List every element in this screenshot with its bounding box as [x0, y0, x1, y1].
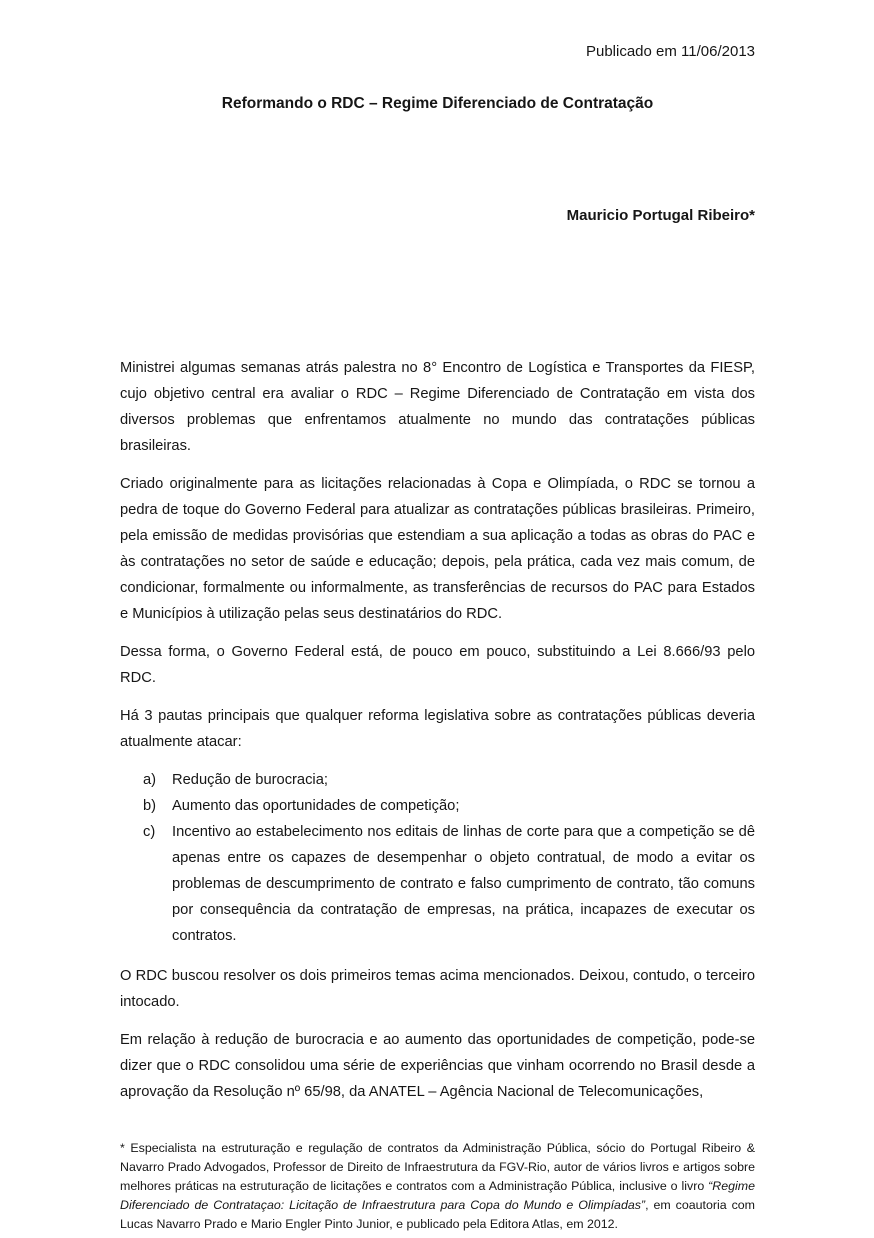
list-marker-b: b) [143, 798, 157, 814]
list-item [120, 819, 755, 949]
pautas-list [120, 767, 755, 949]
list-item [120, 767, 755, 793]
document-body [120, 355, 755, 1105]
list-marker-a: a) [143, 772, 157, 788]
document-title: Reformando o RDC – Regime Diferenciado de Contratação [221, 95, 654, 112]
footnote-text-end: , em coautoria com Lucas Navarro Prado e Mario Engler Pinto Junior, e publicado pela Editora Atlas, em 2012. [120, 1198, 755, 1231]
list-item-text-b: Aumento das oportunidades de competição; [172, 798, 460, 814]
paragraph-intro: Ministrei algumas semanas atrás palestra no 8° Encontro de Logística e Transportes da FIESP, cujo objetivo central era avaliar o RDC – Regime Diferenciado de Contratação em vista dos diversos problemas que enfrentamos atualmente no mundo das contratações públicas brasileiras. [120, 360, 755, 454]
paragraph-3-pautas: Há 3 pautas principais que qualquer reforma legislativa sobre as contratações públicas deveria atualmente atacar: [120, 708, 755, 750]
paragraph-lei-8666: Dessa forma, o Governo Federal está, de pouco em pouco, substituindo a Lei 8.666/93 pelo RDC. [120, 644, 755, 686]
footnote-book-title: “Regime Diferenciado de Contrataçao: Licitação de Infraestrutura para Copa do Mundo e Olimpíadas” [120, 1179, 755, 1212]
paragraph-origin-rdc: Criado originalmente para as licitações relacionadas à Copa e Olimpíada, o RDC se tornou a pedra de toque do Governo Federal para atualizar as contratações públicas brasileiras. Primeiro, pela emissão de medidas provisórias que estendiam a sua aplicação a todas as obras do PAC e às contratações no setor de saúde e educação; depois, pela prática, cada vez mais comum, de condicionar, formalmente ou informalmente, as transferências de recursos do PAC para Estados e Municípios à utilização pelas seus destinatários do RDC. [120, 476, 755, 622]
footnote [120, 1139, 755, 1234]
list-item-text-c: Incentivo ao estabelecimento nos editais de linhas de corte para que a competição se dê apenas entre os capazes de desempenhar o objeto contratual, de modo a evitar os problemas de descumprimento de contrato e falso cumprimento de contrato, tão comuns por consequência da contratação de empresas, na prática, incapazes de executar os contratos. [172, 824, 755, 944]
paragraph-em-relacao: Em relação à redução de burocracia e ao aumento das oportunidades de competição, pode-se dizer que o RDC consolidou uma série de experiências que vinham ocorrendo no Brasil desde a aprovação da Resolução nº 65/98, da ANATEL – Agência Nacional de Telecomunicações, [120, 1032, 755, 1100]
paragraph-rdc-buscou: O RDC buscou resolver os dois primeiros temas acima mencionados. Deixou, contudo, o terceiro intocado. [120, 968, 755, 1010]
list-item-text-a: Redução de burocracia; [172, 772, 328, 788]
list-marker-c: c) [143, 824, 156, 840]
footnote-text-start: * Especialista na estruturação e regulação de contratos da Administração Pública, sócio do Portugal Ribeiro & Navarro Prado Advogados, Professor de Direito de Infraestrutura da FGV-Rio, autor de vários livros e artigos sobre melhores práticas na estruturação de licitações e contratos com a Administração Pública, inclusive o livro [120, 1141, 755, 1193]
published-date: Publicado em 11/06/2013 [585, 43, 755, 60]
list-item [120, 793, 755, 819]
author-byline: Mauricio Portugal Ribeiro* [566, 207, 755, 224]
